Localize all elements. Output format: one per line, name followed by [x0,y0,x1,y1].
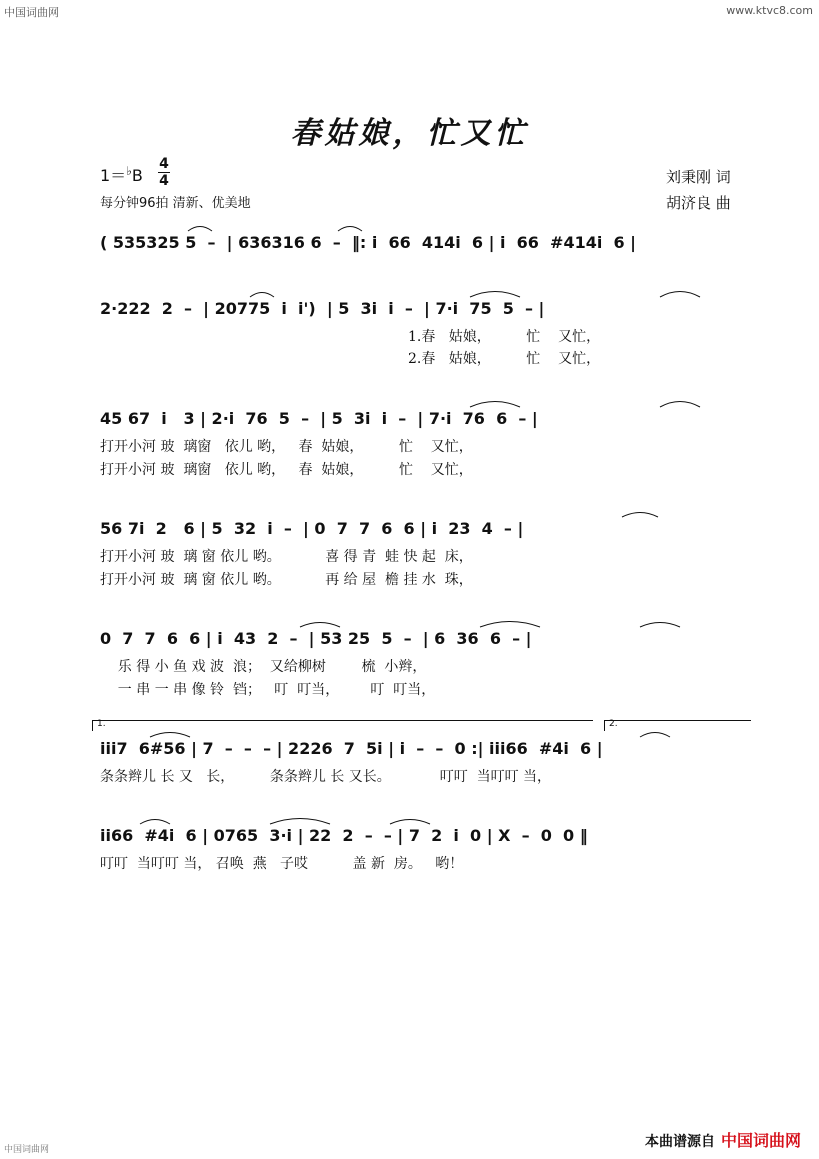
lyric-line-7: 叮叮 当叮叮 当， 召唤 燕 子哎 盖 新 房。 哟！ [100,856,464,872]
key-note: B [131,166,143,185]
time-signature [158,157,170,188]
meter-top: 4 [159,156,169,172]
key-prefix: 1＝ [100,166,127,185]
notation-line-2: 2·222 2 – | 20775 i i') | 5 3i i – | 7·i 75 5 – | [100,299,545,318]
bottom-left-watermark: 中国词曲网 [4,1145,50,1155]
lyricist-credit: 刘秉刚 词 [666,168,731,186]
site-label-left: 中国词曲网 [4,6,59,19]
lyric-line-4b: 打开小河 玻 璃 窗 依儿 哟。 再 给 屋 檐 挂 水 珠， [100,572,473,588]
lyric-line-4a: 打开小河 玻 璃 窗 依儿 哟。 喜 得 青 蛙 快 起 床， [100,549,473,565]
volta-first-number: 1. [97,719,106,729]
notation-line-7: ii66 #4i 6 | 0765 3·i | 22 2 – – | 7 2 i 0 | X – 0 0 ‖ [100,826,588,845]
lyric-line-6: 条条辫儿 长 又 长， 条条辫儿 长 又长。 叮叮 当叮叮 当， [100,769,552,785]
volta-second-number: 2. [609,719,618,729]
lyric-line-5a: 乐 得 小 鱼 戏 波 浪； 又给柳树 梳 小辫， [100,659,427,675]
tempo-marking: 每分钟96拍 清新、优美地 [100,196,251,211]
lyric-line-3a: 打开小河 玻 璃窗 依儿 哟， 春 姑娘， 忙 又忙， [100,439,473,455]
notation-line-1: ( 535325 5 – | 636316 6 – ‖: i 66 414i 6 | i 66 #414i 6 | [100,233,637,252]
footer-source [645,1128,801,1151]
lyric-line-3b: 打开小河 玻 璃窗 依儿 哟， 春 姑娘， 忙 又忙， [100,462,473,478]
lyric-line-5b: 一 串 一 串 像 铃 铛； 叮 叮当， 叮 叮当， [100,682,436,698]
notation-line-4: 56 7i 2 6 | 5 32 i – | 0 7 7 6 6 | i 23 4 – | [100,519,524,538]
footer-brand-link[interactable]: 中国词曲网 [720,1131,801,1150]
lyric-line-2a: 1.春 姑娘， 忙 又忙， [408,329,601,345]
flat-sign: ♭ [126,164,132,178]
volta-first [92,720,593,731]
notation-line-5: 0 7 7 6 6 | i 43 2 – | 53 25 5 – | 6 36 6 – | [100,629,532,648]
notation-line-3: 45 67 i 3 | 2·i 76 5 – | 5 3i i – | 7·i 76 6 – | [100,409,538,428]
lyric-line-2b: 2.春 姑娘， 忙 又忙， [408,351,601,367]
site-url-right[interactable]: www.ktvc8.com [726,4,813,17]
meter-bottom: 4 [159,173,169,189]
notation-line-6: iii7 6#56 | 7 – – – | 2226 7 5i | i – – 0 :| iii66 #4i 6 | [100,739,603,758]
footer-source-text: 本曲谱源自 [644,1134,715,1150]
key-signature [100,163,143,186]
composer-credit: 胡济良 曲 [666,194,731,212]
song-title: 春姑娘，忙又忙 [290,116,529,151]
volta-second [604,720,751,731]
